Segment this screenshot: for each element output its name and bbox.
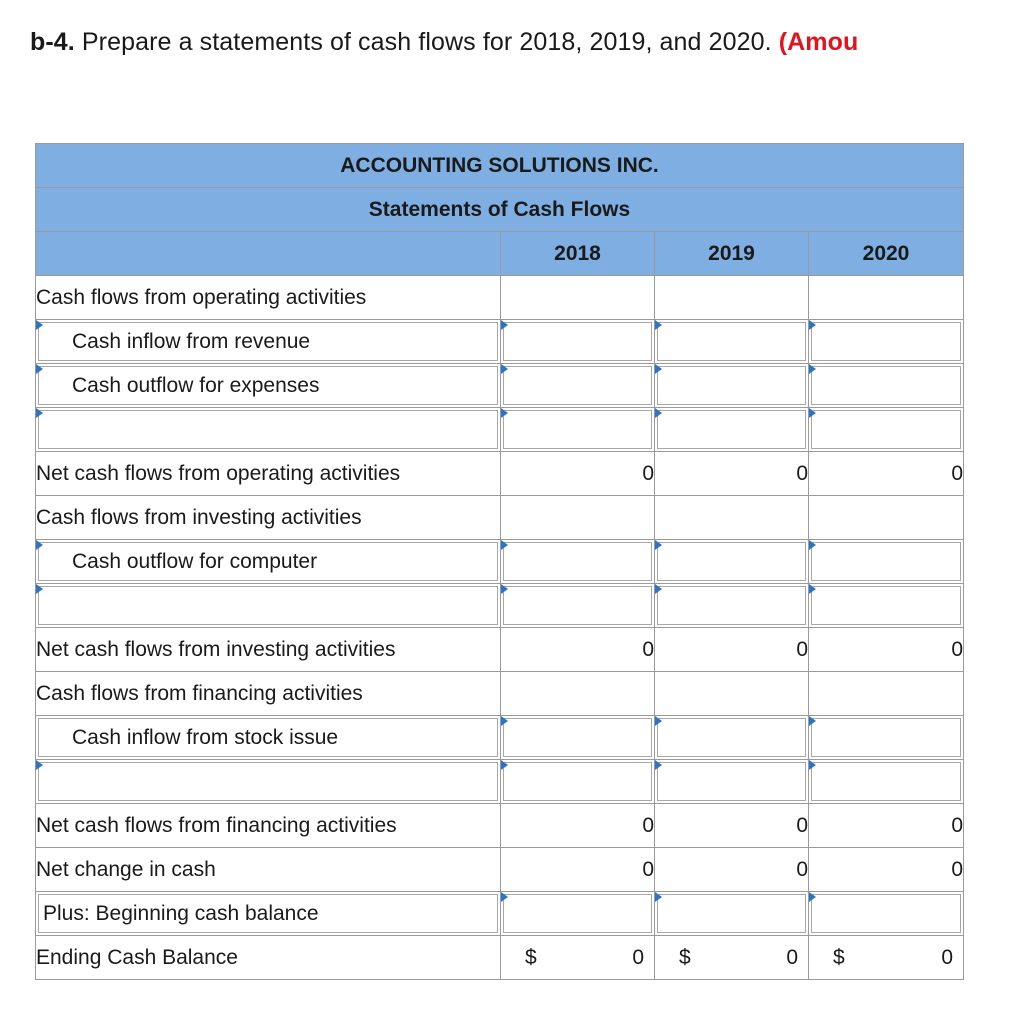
net-change-label: Net change in cash: [36, 848, 501, 892]
investing-extra-2018-input[interactable]: [501, 584, 655, 628]
table-row: [36, 760, 964, 804]
computer-label-input[interactable]: [36, 540, 501, 584]
beginning-2020-input[interactable]: [809, 892, 964, 936]
beginning-2018-input[interactable]: [501, 892, 655, 936]
dropdown-arrow-icon: [809, 716, 816, 726]
year-header-2018: 2018: [501, 232, 655, 276]
ending-balance-label: Ending Cash Balance: [36, 936, 501, 980]
revenue-2018-input[interactable]: [501, 320, 655, 364]
dropdown-arrow-icon: [36, 584, 43, 594]
ending-2019: [655, 936, 809, 980]
investing-header-label: Cash flows from investing activities: [36, 496, 501, 540]
revenue-label-input[interactable]: [36, 320, 501, 364]
ending-2018-value: 0: [632, 945, 644, 969]
operating-extra-2020-input[interactable]: [809, 408, 964, 452]
dropdown-arrow-icon: [655, 716, 662, 726]
stock-label-input[interactable]: [36, 716, 501, 760]
computer-2019-input[interactable]: [655, 540, 809, 584]
investing-extra-2020-input[interactable]: [809, 584, 964, 628]
table-row: [36, 452, 964, 496]
cash-flow-statement-table: [35, 143, 964, 980]
table-row: [36, 540, 964, 584]
table-row: [36, 628, 964, 672]
empty-cell: [809, 496, 964, 540]
dropdown-arrow-icon: [809, 584, 816, 594]
dropdown-arrow-icon: [655, 364, 662, 374]
amount-note: (Amou: [778, 28, 859, 56]
dropdown-arrow-icon: [36, 540, 43, 550]
table-subtitle-row: [36, 188, 964, 232]
table-row: [36, 496, 964, 540]
net-financing-2020: 0: [809, 804, 964, 848]
investing-extra-label-input[interactable]: [36, 584, 501, 628]
dropdown-arrow-icon: [809, 892, 816, 902]
dropdown-arrow-icon: [36, 364, 43, 374]
table-row: [36, 276, 964, 320]
net-change-2018: 0: [501, 848, 655, 892]
revenue-2020-input[interactable]: [809, 320, 964, 364]
table-title-row: [36, 144, 964, 188]
table-row: [36, 672, 964, 716]
net-change-2020: 0: [809, 848, 964, 892]
operating-extra-2018-input[interactable]: [501, 408, 655, 452]
stock-2018-input[interactable]: [501, 716, 655, 760]
ending-2020: [809, 936, 964, 980]
table-row: [36, 364, 964, 408]
dropdown-arrow-icon: [809, 408, 816, 418]
statement-title: Statements of Cash Flows: [36, 188, 964, 232]
net-operating-2019: 0: [655, 452, 809, 496]
dropdown-arrow-icon: [36, 320, 43, 330]
investing-extra-2019-input[interactable]: [655, 584, 809, 628]
year-header-2019: 2019: [655, 232, 809, 276]
net-financing-label: Net cash flows from financing activities: [36, 804, 501, 848]
computer-2018-input[interactable]: [501, 540, 655, 584]
expenses-2018-input[interactable]: [501, 364, 655, 408]
table-row: [36, 892, 964, 936]
empty-cell: [501, 276, 655, 320]
question-number: b-4.: [30, 28, 75, 56]
net-change-2019: 0: [655, 848, 809, 892]
company-name: ACCOUNTING SOLUTIONS INC.: [36, 144, 964, 188]
table-row: [36, 936, 964, 980]
expenses-label-input[interactable]: [36, 364, 501, 408]
ending-2020-value: 0: [941, 945, 953, 969]
stock-2019-input[interactable]: [655, 716, 809, 760]
table-row: [36, 716, 964, 760]
dropdown-arrow-icon: [655, 584, 662, 594]
dropdown-arrow-icon: [501, 584, 508, 594]
dropdown-arrow-icon: [655, 760, 662, 770]
computer-label: Cash outflow for computer: [72, 549, 318, 573]
revenue-label: Cash inflow from revenue: [72, 329, 311, 353]
dropdown-arrow-icon: [36, 408, 43, 418]
empty-cell: [655, 496, 809, 540]
net-investing-2019: 0: [655, 628, 809, 672]
beginning-balance-label-input[interactable]: [36, 892, 501, 936]
dropdown-arrow-icon: [655, 408, 662, 418]
dropdown-arrow-icon: [501, 892, 508, 902]
empty-cell: [501, 672, 655, 716]
expenses-2020-input[interactable]: [809, 364, 964, 408]
header-blank: [36, 232, 501, 276]
dropdown-arrow-icon: [501, 320, 508, 330]
operating-extra-label-input[interactable]: [36, 408, 501, 452]
dropdown-arrow-icon: [655, 892, 662, 902]
dollar-sign: $: [525, 945, 537, 969]
net-operating-2020: 0: [809, 452, 964, 496]
expenses-2019-input[interactable]: [655, 364, 809, 408]
operating-header-label: Cash flows from operating activities: [36, 276, 501, 320]
net-investing-2020: 0: [809, 628, 964, 672]
dropdown-arrow-icon: [501, 364, 508, 374]
dropdown-arrow-icon: [655, 540, 662, 550]
financing-extra-2020-input[interactable]: [809, 760, 964, 804]
ending-2019-value: 0: [786, 945, 798, 969]
net-investing-2018: 0: [501, 628, 655, 672]
financing-extra-label-input[interactable]: [36, 760, 501, 804]
beginning-balance-label: Plus: Beginning cash balance: [43, 901, 319, 925]
dropdown-arrow-icon: [501, 540, 508, 550]
empty-cell: [809, 276, 964, 320]
stock-label: Cash inflow from stock issue: [72, 725, 339, 749]
table-row: [36, 320, 964, 364]
operating-extra-2019-input[interactable]: [655, 408, 809, 452]
question-text: Prepare a statements of cash flows for 2018, 2019, and 2020.: [81, 28, 772, 56]
year-header-row: [36, 232, 964, 276]
dropdown-arrow-icon: [501, 760, 508, 770]
table-row: [36, 848, 964, 892]
computer-2020-input[interactable]: [809, 540, 964, 584]
net-financing-2018: 0: [501, 804, 655, 848]
empty-cell: [655, 276, 809, 320]
financing-extra-2019-input[interactable]: [655, 760, 809, 804]
question-heading: [30, 28, 858, 57]
net-financing-2019: 0: [655, 804, 809, 848]
dropdown-arrow-icon: [809, 320, 816, 330]
ending-2018: [501, 936, 655, 980]
table-row: [36, 408, 964, 452]
dropdown-arrow-icon: [809, 760, 816, 770]
dropdown-arrow-icon: [501, 716, 508, 726]
dropdown-arrow-icon: [655, 320, 662, 330]
financing-extra-2018-input[interactable]: [501, 760, 655, 804]
dropdown-arrow-icon: [809, 364, 816, 374]
empty-cell: [501, 496, 655, 540]
financing-header-label: Cash flows from financing activities: [36, 672, 501, 716]
beginning-2019-input[interactable]: [655, 892, 809, 936]
net-operating-label: Net cash flows from operating activities: [36, 452, 501, 496]
table-row: [36, 584, 964, 628]
net-operating-2018: 0: [501, 452, 655, 496]
net-investing-label: Net cash flows from investing activities: [36, 628, 501, 672]
expenses-label: Cash outflow for expenses: [72, 373, 320, 397]
table-row: [36, 804, 964, 848]
dollar-sign: $: [833, 945, 845, 969]
year-header-2020: 2020: [809, 232, 964, 276]
empty-cell: [809, 672, 964, 716]
dropdown-arrow-icon: [809, 540, 816, 550]
empty-cell: [655, 672, 809, 716]
dollar-sign: $: [679, 945, 691, 969]
dropdown-arrow-icon: [36, 760, 43, 770]
stock-2020-input[interactable]: [809, 716, 964, 760]
dropdown-arrow-icon: [501, 408, 508, 418]
revenue-2019-input[interactable]: [655, 320, 809, 364]
